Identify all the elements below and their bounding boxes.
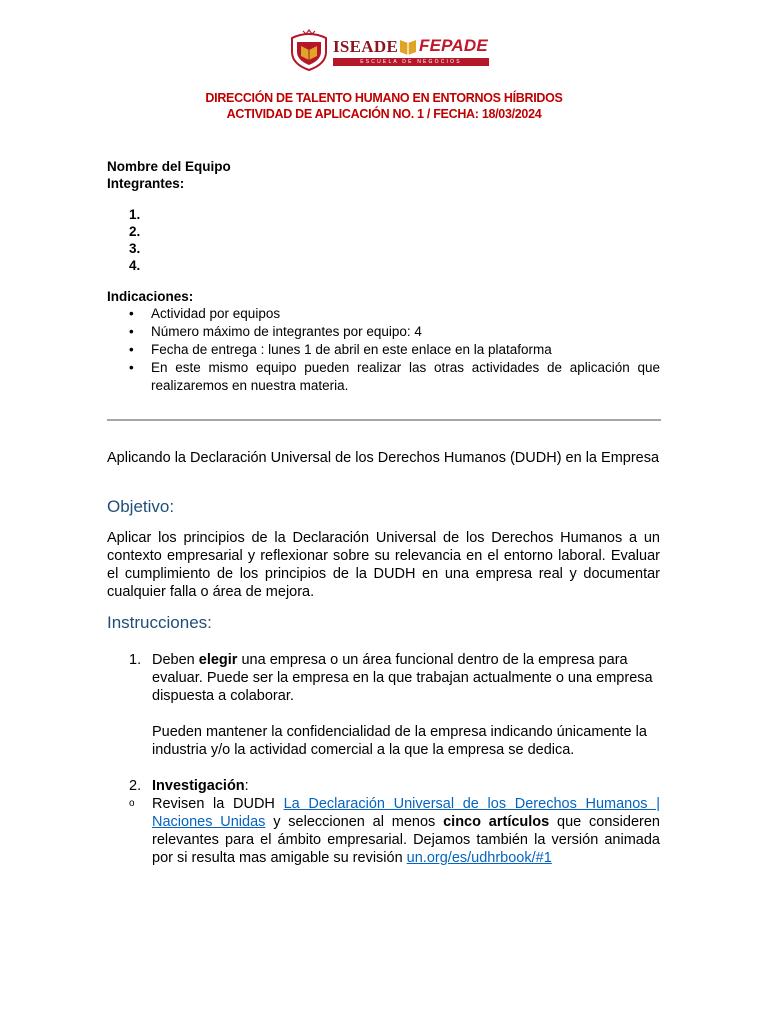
activity-title: Aplicando la Declaración Universal de los Derechos Humanos (DUDH) en la Empresa bbox=[107, 450, 660, 466]
shield-crest-icon bbox=[288, 28, 330, 72]
logo-tagline: ESCUELA DE NEGOCIOS bbox=[333, 58, 489, 66]
objective-text: Aplicar los principios de la Declaración Universal de los Derechos Humanos a un contexto empresarial y reflexionar sobre su relevancia en el entorno laboral. Evaluar el cumplimiento de los principios de la DUDH en una empresa real y documentar cualquier falla o área de mejora. bbox=[107, 530, 660, 600]
step2-title: Investigación bbox=[152, 778, 245, 794]
member-number: 3. bbox=[129, 241, 141, 256]
iseade-fepade-logo bbox=[288, 28, 492, 72]
list-item: • Fecha de entrega : lunes 1 de abril en este enlace en la plataforma bbox=[107, 341, 660, 359]
book-icon bbox=[398, 36, 418, 56]
step1-text-post: una empresa o un área funcional dentro de la empresa para evaluar. Puede ser la empresa en la que trabajan actualmente o una empresa dispuesta a colaborar. bbox=[152, 652, 653, 704]
indications-label: Indicaciones: bbox=[107, 289, 194, 304]
step1-text-pre: Deben bbox=[152, 652, 199, 668]
objective-heading: Objetivo: bbox=[107, 497, 175, 516]
sub-text-post: que consideren relevantes para el ámbito empresarial. Dejamos también la versión animada por si resulta mas amigable su revisión bbox=[152, 814, 660, 866]
member-number-list bbox=[129, 206, 140, 274]
horizontal-divider bbox=[107, 419, 661, 421]
course-title: DIRECCIÓN DE TALENTO HUMANO EN ENTORNOS HÍBRIDOS bbox=[205, 91, 563, 105]
sub-text-mid: y seleccionen al menos bbox=[265, 814, 444, 830]
member-number: 2. bbox=[129, 224, 141, 239]
instructions-list bbox=[107, 651, 660, 867]
member-number: 4. bbox=[129, 258, 141, 273]
logo-iseade-text: ISEADE bbox=[333, 37, 399, 56]
step-number: 2. bbox=[129, 778, 142, 794]
sub-text-pre: Revisen la DUDH bbox=[152, 796, 284, 812]
team-members-label: Integrantes: bbox=[107, 176, 185, 191]
list-item: • Actividad por equipos bbox=[107, 305, 660, 323]
member-number: 1. bbox=[129, 207, 141, 222]
udhr-link[interactable]: La Declaración Universal de los Derechos Humanos | Naciones Unidas bbox=[152, 796, 660, 830]
instruction-step-1 bbox=[107, 651, 660, 759]
logo-fepade-text: FEPADE bbox=[419, 36, 488, 55]
step-number: 1. bbox=[129, 652, 142, 668]
step2-sublist bbox=[107, 795, 660, 867]
list-item: • En este mismo equipo pueden realizar las otras actividades de aplicación que realizaremos en nuestra materia. bbox=[107, 359, 660, 395]
team-name-label: Nombre del Equipo bbox=[107, 159, 231, 174]
udhr-book-link[interactable]: un.org/es/udhrbook/#1 bbox=[406, 850, 552, 866]
step2-colon: : bbox=[244, 778, 249, 794]
instructions-heading: Instrucciones: bbox=[107, 613, 212, 632]
indications-list bbox=[107, 305, 660, 395]
step1-text-bold: elegir bbox=[198, 652, 238, 668]
instruction-step-2 bbox=[107, 777, 660, 867]
list-item: • Número máximo de integrantes por equipo: 4 bbox=[107, 323, 660, 341]
sub-text-bold: cinco artículos bbox=[443, 814, 550, 830]
list-item bbox=[107, 795, 660, 867]
activity-date-line: ACTIVIDAD DE APLICACIÓN NO. 1 / FECHA: 18/03/2024 bbox=[226, 107, 542, 121]
step1-note: Pueden mantener la confidencialidad de la empresa indicando únicamente la industria y/o la actividad comercial a la que la empresa se dedica. bbox=[152, 724, 647, 758]
